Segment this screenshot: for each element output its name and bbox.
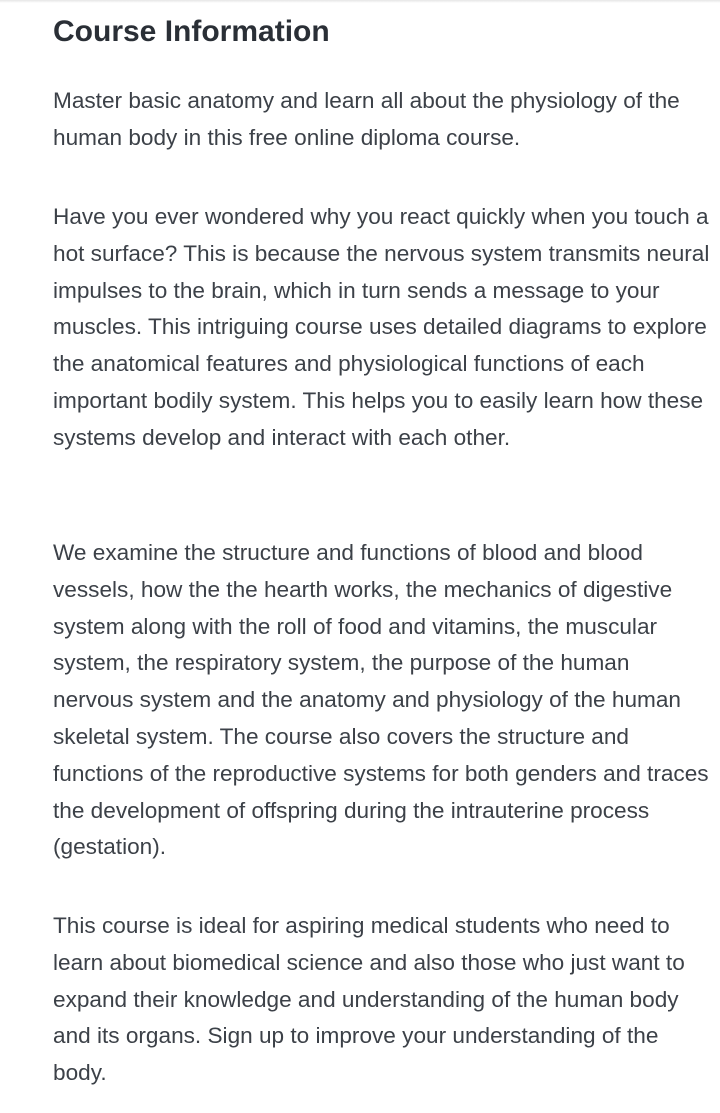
nervous-system-paragraph: Have you ever wondered why you react quickly when you touch a hot surface? This is because the nervous system transmits neural impulses to the brain, which in turn sends a message to your muscles. This intriguing course uses detailed diagrams to explore the anatomical features and physiological functions of each important bodily system. This helps you to easily learn how these systems develop and interact with each other. bbox=[53, 204, 710, 450]
intro-paragraph: Master basic anatomy and learn all about the physiology of the human body in this free online diploma course. bbox=[53, 88, 680, 150]
body-systems-paragraph: We examine the structure and functions of blood and blood vessels, how the the hearth works, the mechanics of digestive system along with the roll of food and vitamins, the muscular system, the respiratory system, the purpose of the human nervous system and the anatomy and physiology of the human skeletal system. The course also covers the structure and functions of the reproductive systems for both genders and traces the development of offspring during the intrauterine process (gestation). bbox=[53, 540, 709, 860]
audience-paragraph: This course is ideal for aspiring medical students who need to learn about biomedical science and also those who just want to expand their knowledge and understanding of the human body and its organs. Sign up to improve your understanding of the body. bbox=[53, 913, 685, 1086]
section-title: Course Information bbox=[53, 15, 330, 48]
top-divider bbox=[0, 0, 720, 3]
